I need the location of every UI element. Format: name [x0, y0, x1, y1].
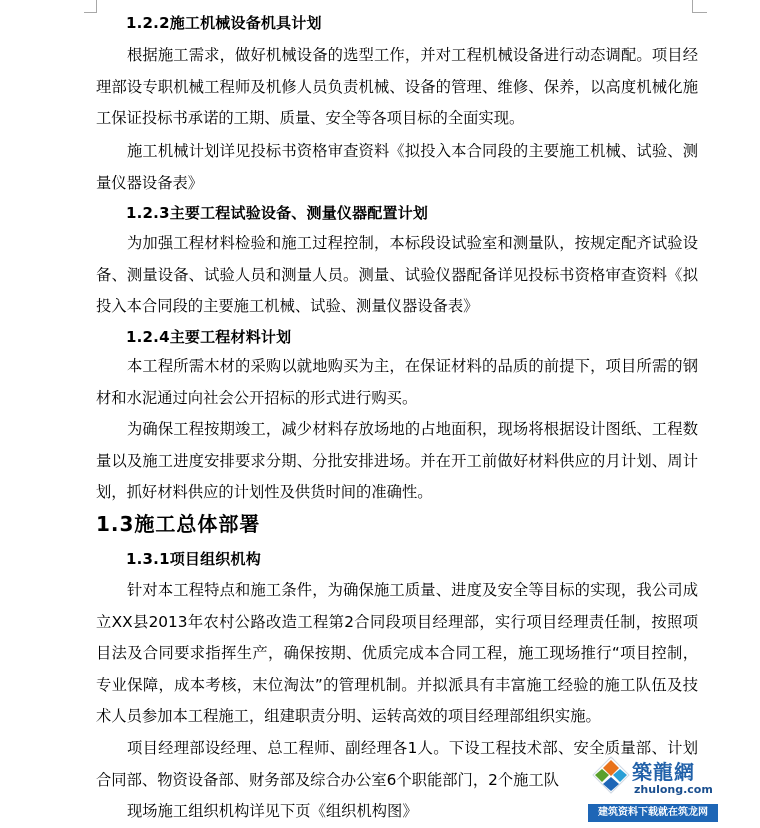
- heading-1-2-3: 1.2.3主要工程试验设备、测量仪器配置计划: [126, 204, 429, 222]
- paragraph-machinery-plan: 根据施工需求，做好机械设备的选型工作，并对工程机械设备进行动态调配。项目经理部设专职机械工程师及机修人员负责机械、设备的管理、维修、保养，以高度机械化施工保证投标书承诺的工期、质量、安全等各项目标的全面实现。: [96, 46, 698, 127]
- heading-1-2-2: 1.2.2施工机械设备机具计划: [126, 14, 322, 32]
- paragraph-organization: 针对本工程特点和施工条件，为确保施工质量、进度及安全等目标的实现，我公司成立XX县2013年农村公路改造工程第2合同段项目经理部，实行项目经理责任制，按照项目法及合同要求指挥生产，确保按期、优质完成本合同工程，施工现场推行“项目控制，专业保障，成本考核，末位淘汰”的管理机制。并拟派具有丰富施工经验的施工队伍及技术人员参加本工程施工，组建职责分明、运转高效的项目经理部组织实施。: [96, 581, 698, 725]
- page-corner-top-right: [692, 0, 707, 13]
- logo-chinese-name: 築龍網: [632, 760, 695, 784]
- paragraph-departments: 项目经理部设经理、总工程师、副经理各1人。下设工程技术部、安全质量部、计划合同部、物资设备部、财务部及综合办公室6个职能部门，2个施工队: [96, 739, 698, 789]
- paragraph-org-chart-reference: 现场施工组织机构详见下页《组织机构图》: [127, 802, 418, 820]
- zhulong-diamond-icon: [592, 756, 630, 794]
- logo-background: [588, 752, 718, 804]
- page-corner-top-left: [84, 0, 97, 13]
- heading-1-3: 1.3施工总体部署: [96, 512, 261, 536]
- paragraph-material-schedule: 为确保工程按期竣工，减少材料存放场地的占地面积，现场将根据设计图纸、工程数量以及施工进度安排要求分期、分批安排进场。并在开工前做好材料供应的月计划、周计划，抓好材料供应的计划性及供货时间的准确性。: [96, 420, 698, 501]
- paragraph-test-equipment: 为加强工程材料检验和施工过程控制，本标段设试验室和测量队，按规定配齐试验设备、测量设备、试验人员和测量人员。测量、试验仪器配备详见投标书资格审查资料《拟投入本合同段的主要施工机械、试验、测量仪器设备表》: [96, 234, 698, 315]
- logo-slogan-bar: 建筑资料下载就在筑龙网: [588, 804, 718, 822]
- heading-1-3-1: 1.3.1项目组织机构: [126, 550, 261, 568]
- heading-1-2-4: 1.2.4主要工程材料计划: [126, 328, 292, 346]
- paragraph-material-purchase: 本工程所需木材的采购以就地购买为主，在保证材料的品质的前提下，项目所需的钢材和水泥通过向社会公开招标的形式进行购买。: [96, 357, 698, 407]
- paragraph-machinery-reference: 施工机械计划详见投标书资格审查资料《拟投入本合同段的主要施工机械、试验、测量仪器设备表》: [96, 142, 698, 192]
- zhulong-watermark-logo: [588, 752, 718, 824]
- logo-domain: zhulong.com: [634, 783, 713, 796]
